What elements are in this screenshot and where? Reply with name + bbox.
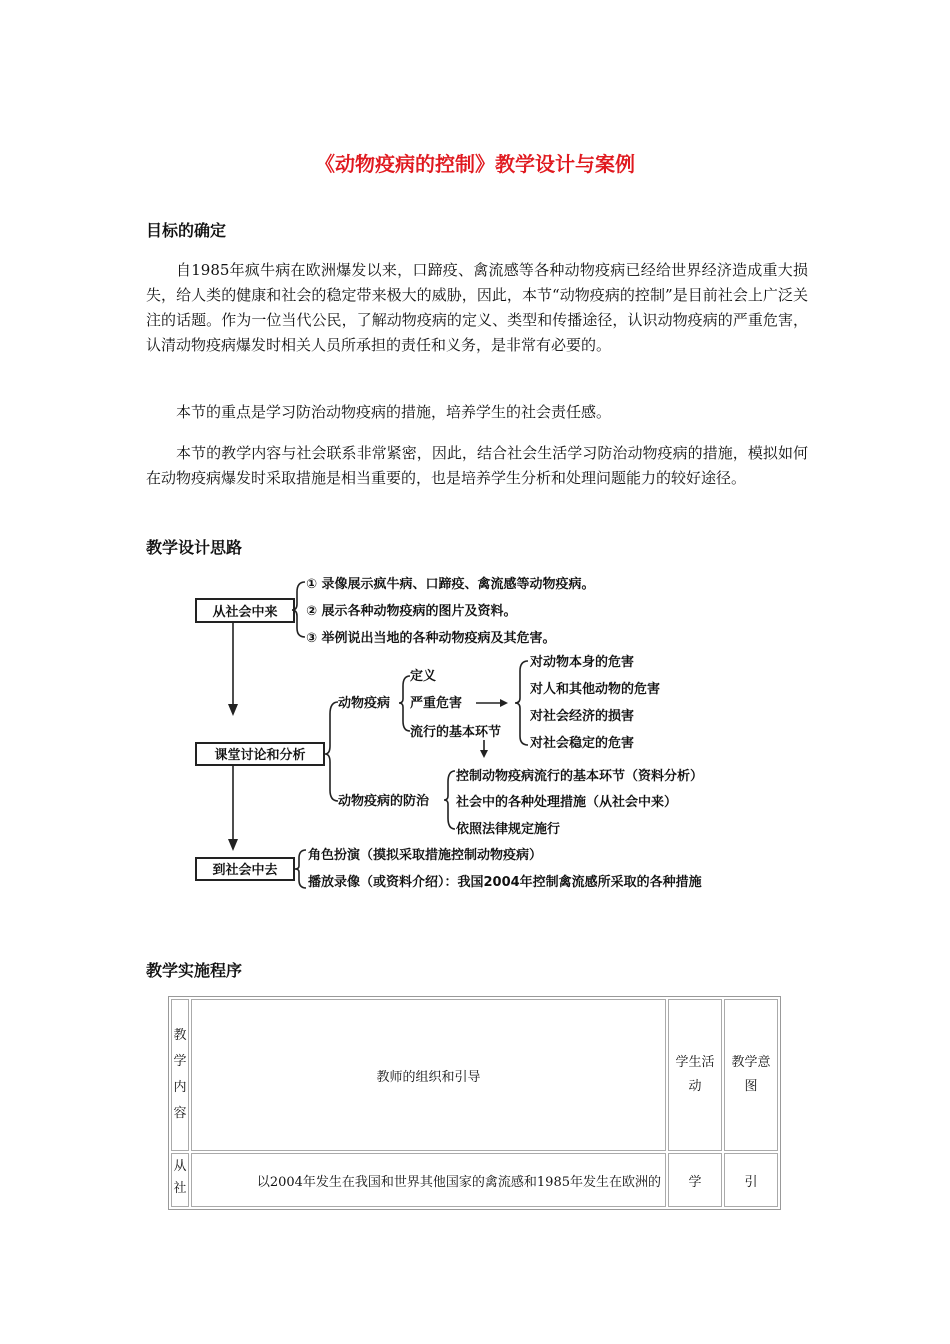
box-from-society-label: 从社会中来 [212, 605, 278, 620]
prevention-item-2: 社会中的各种处理措施（从社会中来） [456, 795, 678, 810]
harm-item-1: 对动物本身的危害 [530, 655, 635, 670]
disease-item-2: 严重危害 [410, 696, 463, 711]
paragraph-1: 自1985年疯牛病在欧洲爆发以来，口蹄疫、禽流感等各种动物疫病已经给世界经济造成重大损失，给人类的健康和社会的稳定带来极大的威胁，因此，本节“动物疫病的控制”是目前社会上广泛关注的话题。作为一位当代公民，了解动物疫病的定义、类型和传播途径，认识动物疫病的严重危害，认清动物疫病爆发时相关人员所承担的责任和义务，是非常有必要的。 [146, 261, 808, 354]
row1-content [171, 1153, 189, 1207]
header-content [171, 999, 189, 1151]
box-class-discussion-label: 课堂讨论和分析 [214, 748, 306, 763]
header-teacher: 教师的组织和引导 [191, 999, 666, 1151]
disease-item-3: 流行的基本环节 [410, 725, 502, 740]
brace-harm [515, 661, 528, 745]
header-student [668, 999, 722, 1151]
row1-teacher: 以2004年发生在我国和世界其他国家的禽流感和1985年发生在欧洲的 [191, 1153, 666, 1207]
section-heading-goal: 目标的确定 [146, 221, 227, 240]
prevention-label: 动物疫病的防治 [338, 794, 430, 809]
section-heading-design: 教学设计思路 [146, 538, 243, 557]
prevention-item-3: 依照法律规定施行 [456, 822, 561, 837]
disease-label: 动物疫病 [338, 696, 391, 711]
box1-item-3: ③ 举例说出当地的各种动物疫病及其危害。 [306, 631, 556, 646]
paragraph-3: 本节的教学内容与社会联系非常紧密，因此，结合社会生活学习防治动物疫病的措施，模拟如何在动物疫病爆发时采取措施是相当重要的，也是培养学生分析和处理问题能力的较好途径。 [146, 444, 808, 487]
brace-3 [295, 850, 306, 888]
brace-disease [399, 676, 410, 731]
row1-intent: 引 [724, 1153, 778, 1207]
header-intent [724, 999, 778, 1151]
row1-content-text: 从社 [173, 1159, 187, 1196]
paragraph-2: 本节的重点是学习防治动物疫病的措施，培养学生的社会责任感。 [176, 403, 612, 421]
header-intent-text: 教学意图 [731, 1055, 771, 1094]
box-to-society-label: 到社会中去 [212, 863, 278, 878]
procedure-table [168, 996, 781, 1210]
harm-item-3: 对社会经济的损害 [530, 709, 635, 724]
box3-item-2: 播放录像（或资料介绍）：我国2004年控制禽流感所采取的各种措施 [308, 875, 702, 890]
box1-item-2: ② 展示各种动物疫病的图片及资料。 [306, 604, 517, 619]
brace-2 [325, 702, 338, 801]
row1-student: 学 [668, 1153, 722, 1207]
document-title: 《动物疫病的控制》教学设计与案例 [315, 152, 635, 176]
disease-item-1: 定义 [410, 669, 437, 684]
harm-item-2: 对人和其他动物的危害 [530, 682, 661, 697]
brace-1 [292, 582, 305, 637]
header-student-text: 学生活动 [675, 1055, 715, 1094]
prevention-item-1: 控制动物疫病流行的基本环节（资料分析） [456, 769, 704, 784]
header-content-text: 教学内容 [173, 1028, 187, 1121]
section-heading-procedure: 教学实施程序 [146, 961, 243, 980]
harm-item-4: 对社会稳定的危害 [530, 736, 635, 751]
brace-prevention [444, 771, 455, 829]
box3-item-1: 角色扮演（摸拟采取措施控制动物疫病） [308, 848, 543, 863]
box1-item-1: ① 录像展示疯牛病、口蹄疫、禽流感等动物疫病。 [306, 577, 595, 592]
